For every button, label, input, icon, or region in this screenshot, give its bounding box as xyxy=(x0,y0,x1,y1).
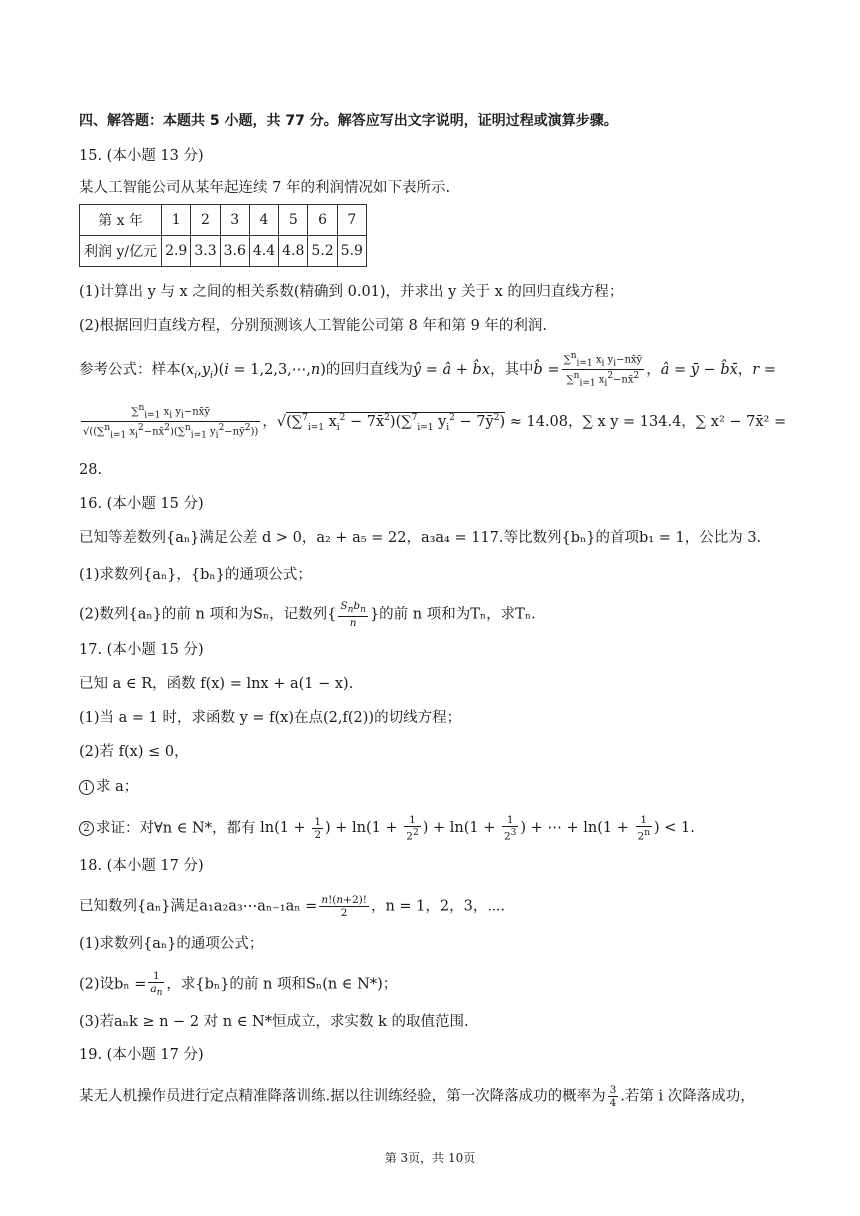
q17-title: 17. (本小题 15 分) xyxy=(79,642,204,658)
q15-reference-end: 28. xyxy=(79,462,103,478)
q15-part2: (2)根据回归直线方程，分别预测该人工智能公司第 8 年和第 9 年的利润. xyxy=(79,318,548,334)
q18-part2-b: ，求{bₙ}的前 n 项和Sₙ(n ∈ N*)； xyxy=(166,976,398,993)
circled-two-icon: 2 xyxy=(79,821,94,836)
table-row-label: 利润 y/亿元 xyxy=(80,236,162,267)
q17-part2: (2)若 f(x) ≤ 0， xyxy=(79,744,189,760)
q16-title: 16. (本小题 15 分) xyxy=(79,496,204,512)
section-header: 四、解答题：本题共 5 小题，共 77 分。解答应写出文字说明，证明过程或演算步骤。 xyxy=(79,113,618,129)
table-cell: 1 xyxy=(162,205,191,236)
q17-sub2: 2 求证：对∀n ∈ N*，都有 ln(1 + $\frac{1}{2}$ ) + ln(1 + $\frac{1}{2^2}$ ) + ln(1 + $\frac{1}{2^3}$ ) + ⋯ + ln(1 + $\frac{1}{2^n}$ ) < 1. xyxy=(79,814,695,843)
table-row xyxy=(80,205,367,236)
q16-part2-b: }的前 n 项和为Tₙ，求Tₙ. xyxy=(369,606,536,623)
ref-prefix: 参考公式：样本 xyxy=(79,361,181,378)
q15-part1: (1)计算出 y 与 x 之间的相关系数(精确到 0.01)，并求出 y 关于 x 的回归直线方程； xyxy=(79,284,624,300)
table-row xyxy=(80,236,367,267)
table-cell: 3 xyxy=(220,205,249,236)
q17-sub2-text: 求证：对∀n ∈ N*，都有 xyxy=(96,820,256,837)
q15-intro: 某人工智能公司从某年起连续 7 年的利润情况如下表所示. xyxy=(79,180,451,196)
q18-part2: (2)设bₙ = $\frac{1}{a_n}$ ，求{bₙ}的前 n 项和Sₙ(n ∈ N*)； xyxy=(79,970,398,999)
table-cell: 3.6 xyxy=(220,236,249,267)
table-row-label: 第 x 年 xyxy=(80,205,162,236)
q18-stem-a: 已知数列{aₙ}满足a₁a₂a₃⋯aₙ₋₁aₙ = xyxy=(79,898,318,915)
table-cell: 3.3 xyxy=(191,236,220,267)
q16-part1: (1)求数列{aₙ}，{bₙ}的通项公式； xyxy=(79,567,312,583)
q19-stem-b: .若第 i 次降落成功， xyxy=(620,1088,755,1105)
q18-part2-a: (2)设bₙ = xyxy=(79,976,147,993)
page-footer: 第 3页，共 10页 xyxy=(384,1151,476,1165)
q19-title: 19. (本小题 17 分) xyxy=(79,1047,204,1063)
circled-one-icon: 1 xyxy=(79,780,94,795)
q17-stem: 已知 a ∈ R，函数 f(x) = lnx + a(1 − x). xyxy=(79,676,354,692)
q16-stem: 已知等差数列{aₙ}满足公差 d > 0，a₂ + a₅ = 22，a₃a₄ = 117.等比数列{bₙ}的首项b₁ = 1，公比为 3. xyxy=(79,530,762,546)
q15-title: 15. (本小题 13 分) xyxy=(79,148,204,164)
q19-stem-a: 某无人机操作员进行定点精准降落训练.据以往训练经验，第一次降落成功的概率为 xyxy=(79,1088,606,1105)
table-cell: 2.9 xyxy=(162,236,191,267)
table-cell: 4.8 xyxy=(279,236,308,267)
q16-part2: (2)数列{aₙ}的前 n 项和为Sₙ，记数列{ $\frac{S_nb_n}{n}$ }的前 n 项和为Tₙ，求Tₙ. xyxy=(79,600,536,630)
ref-values: ≈ 14.08，∑ x y = 134.4，∑ x² − 7x̄² = xyxy=(509,413,787,430)
table-cell: 5 xyxy=(279,205,308,236)
q15-reference-formula: 参考公式：样本$(x_i,y_i)(i$ = 1,2,3,⋯,n)的回归直线为ŷ = â + b̂x，其中b̂ = $\frac{\sum^n_{i=1} x_i y_i-nx̄ȳ}{\sum^n_{i=1} x_i^2-nx̄^2}$ ，â = ȳ − b̂x̄，r = xyxy=(79,351,776,389)
table-cell: 2 xyxy=(191,205,220,236)
q17-sub1 xyxy=(79,777,138,797)
table-cell: 4.4 xyxy=(249,236,278,267)
table-cell: 5.2 xyxy=(308,236,337,267)
table-cell: 6 xyxy=(308,205,337,236)
q19-stem: 某无人机操作员进行定点精准降落训练.据以往训练经验，第一次降落成功的概率为 $\frac{3}{4}$ .若第 i 次降落成功， xyxy=(79,1084,755,1109)
profit-table xyxy=(79,204,367,267)
table-cell: 4 xyxy=(249,205,278,236)
q15-reference-formula-2: $\frac{\sum^n_{i=1} x_i y_i-nx̄ȳ}{√((\sum^n_{i=1} x_i^2-nx̄^2)(\sum^n_{i=1} y_i^2-nȳ^2))}$ ，√(∑$^7_{i=1}$ $x_i^2$ − 7x̄$^2$)(∑$^7_{i=1}$ $y_i^2$ − $7ȳ^2) \approx 14.08$，∑ x y = 134.4，∑ x² − 7x̄² = xyxy=(83,403,787,441)
q18-stem-b: ，n = 1，2，3，⋯. xyxy=(370,898,506,915)
q17-sub1-text: 求 a； xyxy=(96,779,139,795)
q18-title: 18. (本小题 17 分) xyxy=(79,858,204,874)
q18-part1: (1)求数列{aₙ}的通项公式； xyxy=(79,936,264,952)
q18-stem: 已知数列{aₙ}满足a₁a₂a₃⋯aₙ₋₁aₙ = $\frac{n!(n+2)!}{2}$ ，n = 1，2，3，⋯. xyxy=(79,894,506,919)
table-cell: 7 xyxy=(337,205,366,236)
q17-part1: (1)当 a = 1 时，求函数 y = f(x)在点(2,f(2))的切线方程； xyxy=(79,710,462,726)
q18-part3: (3)若aₙk ≥ n − 2 对 n ∈ N*恒成立，求实数 k 的取值范围. xyxy=(79,1014,469,1030)
q16-part2-a: (2)数列{aₙ}的前 n 项和为Sₙ，记数列{ xyxy=(79,606,337,623)
table-cell: 5.9 xyxy=(337,236,366,267)
